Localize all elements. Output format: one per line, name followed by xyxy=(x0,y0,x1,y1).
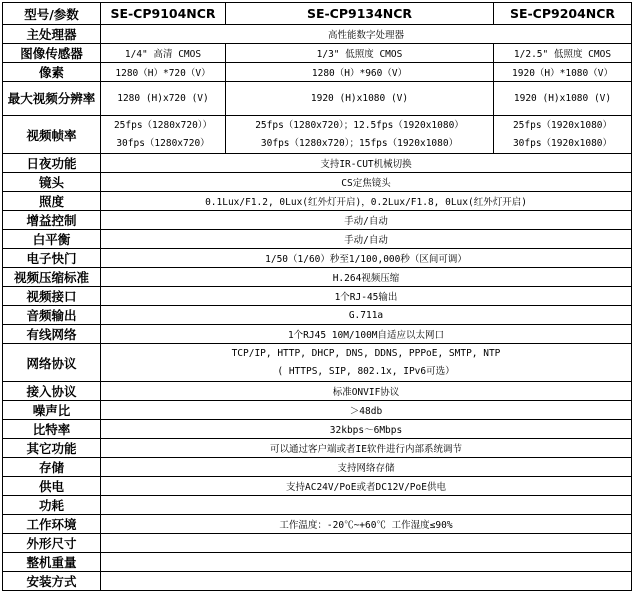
row-video-interface xyxy=(3,287,632,306)
spec-table xyxy=(2,2,632,591)
row-label: 图像传感器 xyxy=(3,44,101,63)
row-processor xyxy=(3,25,632,44)
row-label: 增益控制 xyxy=(3,211,101,230)
row-access-protocol xyxy=(3,382,632,401)
row-label: 日夜功能 xyxy=(3,154,101,173)
model-2-header: SE-CP9134NCR xyxy=(226,3,494,25)
row-value: 支持AC24V/PoE或者DC12V/PoE供电 xyxy=(101,477,632,496)
model-2-value: 1920 (H)x1080 (V) xyxy=(226,82,494,116)
model-3-value: 1920（H）*1080（V） xyxy=(494,63,632,82)
row-snr xyxy=(3,401,632,420)
row-label: 照度 xyxy=(3,192,101,211)
protocols-line-2: ( HTTPS, SIP, 802.1x, IPv6可选） xyxy=(277,365,455,377)
row-gain xyxy=(3,211,632,230)
row-pixels xyxy=(3,63,632,82)
row-label: 视频帧率 xyxy=(3,116,101,154)
frame-rate-line-1: 25fps（1280x720）） xyxy=(113,119,213,131)
row-value: 手动/自动 xyxy=(101,230,632,249)
row-label: 镜头 xyxy=(3,173,101,192)
model-3-value: 1/2.5" 低照度 CMOS xyxy=(494,44,632,63)
row-consumption xyxy=(3,496,632,515)
row-label: 工作环境 xyxy=(3,515,101,534)
row-weight xyxy=(3,553,632,572)
row-value xyxy=(101,344,632,382)
row-value xyxy=(101,553,632,572)
row-sensor xyxy=(3,44,632,63)
row-label: 白平衡 xyxy=(3,230,101,249)
row-label: 比特率 xyxy=(3,420,101,439)
model-1-value xyxy=(101,116,226,154)
model-1-value: 1280（H）*720（V） xyxy=(101,63,226,82)
frame-rate-line-2: 30fps（1280x720）；15fps（1920x1080） xyxy=(260,137,459,149)
frame-rate-line-2: 30fps（1280x720） xyxy=(116,137,210,149)
row-label: 电子快门 xyxy=(3,249,101,268)
row-label: 其它功能 xyxy=(3,439,101,458)
model-3-header: SE-CP9204NCR xyxy=(494,3,632,25)
row-value: 工作温度：-20℃~+60℃ 工作湿度≤90% xyxy=(101,515,632,534)
row-lens xyxy=(3,173,632,192)
row-value xyxy=(101,572,632,591)
row-power xyxy=(3,477,632,496)
row-label: 有线网络 xyxy=(3,325,101,344)
model-1-value: 1/4" 高清 CMOS xyxy=(101,44,226,63)
row-value: ＞48db xyxy=(101,401,632,420)
row-value: H.264视频压缩 xyxy=(101,268,632,287)
header-label: 型号/参数 xyxy=(3,3,101,25)
row-value: 32kbps～6Mbps xyxy=(101,420,632,439)
row-value: 0.1Lux/F1.2, 0Lux(红外灯开启)，0.2Lux/F1.8, 0Lux(红外灯开启) xyxy=(101,192,632,211)
row-shutter xyxy=(3,249,632,268)
row-label: 供电 xyxy=(3,477,101,496)
model-2-value: 1/3" 低照度 CMOS xyxy=(226,44,494,63)
row-protocols xyxy=(3,344,632,382)
row-value xyxy=(101,534,632,553)
row-value: 高性能数字处理器 xyxy=(101,25,632,44)
model-2-value xyxy=(226,116,494,154)
frame-rate-line-1: 25fps（1280x720）；12.5fps（1920x1080） xyxy=(255,119,464,131)
row-label: 最大视频分辨率 xyxy=(3,82,101,116)
row-label: 接入协议 xyxy=(3,382,101,401)
model-2-value: 1280（H）*960（V） xyxy=(226,63,494,82)
row-value: G.711a xyxy=(101,306,632,325)
row-label: 像素 xyxy=(3,63,101,82)
row-label: 网络协议 xyxy=(3,344,101,382)
row-audio-out xyxy=(3,306,632,325)
row-label: 整机重量 xyxy=(3,553,101,572)
frame-rate-line-1: 25fps（1920x1080） xyxy=(512,119,613,131)
row-label: 外形尺寸 xyxy=(3,534,101,553)
row-max-resolution xyxy=(3,82,632,116)
row-mounting xyxy=(3,572,632,591)
frame-rate-line-2: 30fps（1920x1080） xyxy=(512,137,613,149)
header-row xyxy=(3,3,632,25)
row-value: 支持网络存储 xyxy=(101,458,632,477)
row-value: 可以通过客户端或者IE软件进行内部系统调节 xyxy=(101,439,632,458)
row-label: 主处理器 xyxy=(3,25,101,44)
row-label: 视频接口 xyxy=(3,287,101,306)
row-label: 功耗 xyxy=(3,496,101,515)
row-value: CS定焦镜头 xyxy=(101,173,632,192)
protocols-line-1: TCP/IP, HTTP, DHCP, DNS, DDNS, PPPoE, SMTP, NTP xyxy=(231,347,501,359)
model-3-value: 1920 (H)x1080 (V) xyxy=(494,82,632,116)
row-label: 存储 xyxy=(3,458,101,477)
row-value xyxy=(101,496,632,515)
model-1-header: SE-CP9104NCR xyxy=(101,3,226,25)
row-day-night xyxy=(3,154,632,173)
row-label: 视频压缩标准 xyxy=(3,268,101,287)
row-illumination xyxy=(3,192,632,211)
row-white-balance xyxy=(3,230,632,249)
row-value: 标准ONVIF协议 xyxy=(101,382,632,401)
row-dimensions xyxy=(3,534,632,553)
row-value: 手动/自动 xyxy=(101,211,632,230)
row-environment xyxy=(3,515,632,534)
model-1-value: 1280 (H)x720 (V) xyxy=(101,82,226,116)
row-value: 1个RJ-45输出 xyxy=(101,287,632,306)
model-3-value xyxy=(494,116,632,154)
row-label: 音频输出 xyxy=(3,306,101,325)
row-bitrate xyxy=(3,420,632,439)
row-storage xyxy=(3,458,632,477)
row-other xyxy=(3,439,632,458)
row-value: 1/50（1/60）秒至1/100,000秒（区间可调） xyxy=(101,249,632,268)
row-value: 支持IR-CUT机械切换 xyxy=(101,154,632,173)
row-value: 1个RJ45 10M/100M自适应以太网口 xyxy=(101,325,632,344)
row-frame-rate xyxy=(3,116,632,154)
row-label: 噪声比 xyxy=(3,401,101,420)
row-label: 安装方式 xyxy=(3,572,101,591)
row-compression xyxy=(3,268,632,287)
row-wired-network xyxy=(3,325,632,344)
